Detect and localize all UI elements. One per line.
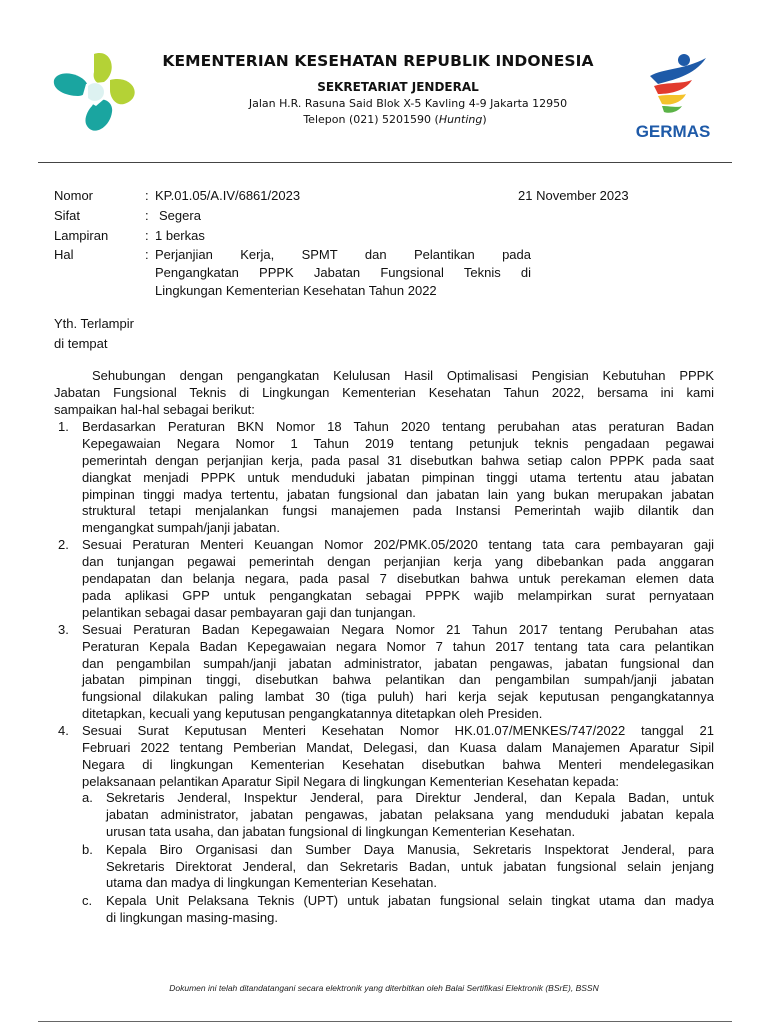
list-line: fungsional dilakukan paling lambat 30 (tiga puluh) hari kerja sejak keputusan pengangkatannya <box>82 689 714 705</box>
list-line: pelantikan sebagai dasar pembayaran gaji dan tunjangan. <box>82 604 416 620</box>
meta-colon: : <box>145 188 149 203</box>
sub-list-item <box>82 893 714 927</box>
meta-value-sifat: Segera <box>159 208 201 223</box>
sub-letter: c. <box>82 893 93 909</box>
list-item <box>54 622 714 723</box>
addressee-block <box>54 314 134 354</box>
ministry-name: KEMENTERIAN KESEHATAN REPUBLIK INDONESIA <box>162 52 594 70</box>
secretariat-name: SEKRETARIAT JENDERAL <box>317 80 479 94</box>
list-line: Peraturan Kepala Badan Kepegawaian negara Nomor 7 tahun 2017 tentang tata cara pelantikan <box>82 638 714 654</box>
addressee-line: Yth. Terlampir <box>54 316 134 331</box>
meta-value-nomor: KP.01.05/A.IV/6861/2023 <box>155 188 301 203</box>
list-line: pada aplikasi GPP untuk pengangkatan sebagai PPPK wajib melampirkan surat pernyataan <box>82 587 714 603</box>
list-line: mengangkat sumpah/janji jabatan. <box>82 520 281 536</box>
meta-colon: : <box>145 247 149 262</box>
list-line: Sesuai Peraturan Menteri Keuangan Nomor 202/PMK.05/2020 tentang tata cara pembayaran gaji <box>82 537 714 553</box>
hal-line: Pengangkatan PPPK Jabatan Fungsional Teknis di <box>155 265 531 280</box>
germas-logo-text: GERMAS <box>635 122 711 141</box>
e-signature-footer-note: Dokumen ini telah ditandatangani secara elektronik yang diterbitkan oleh Balai Sertifikasi Elektronik (BSrE), BSSN <box>169 983 599 993</box>
list-line: struktural tetapi menjalankan fungsi manajemen pada Instansi Pemerintah wajib dilantik dan <box>82 503 714 519</box>
letterhead-details <box>140 80 616 126</box>
intro-paragraph <box>54 368 714 418</box>
list-line: diangkat menjadi PPPK untuk menduduki jabatan pimpinan tinggi utama tertentu atau jabatan <box>82 469 714 485</box>
meta-colon: : <box>145 208 149 223</box>
list-item <box>54 537 714 621</box>
letter-body <box>54 368 714 928</box>
list-line: pimpinan tinggi madya tertentu, jabatan fungsional dan jabatan lain yang bukan merupakan jabatan <box>82 486 714 502</box>
addressee-place: di tempat <box>54 336 108 351</box>
list-item <box>54 419 714 537</box>
sub-line: utama dan madya di lingkungan Kementerian Kesehatan. <box>106 875 437 891</box>
letterhead-title-block <box>140 52 616 70</box>
sub-list-item <box>82 790 714 840</box>
meta-value-hal <box>155 246 531 300</box>
sub-line: jabatan administrator, jabatan pengawas, jabatan pelaksana yang menduduki jabatan kepala <box>106 807 714 823</box>
meta-value-lampiran: 1 berkas <box>155 228 205 243</box>
footer-divider <box>38 1021 732 1022</box>
germas-logo-icon <box>628 50 718 142</box>
list-number: 4. <box>58 723 69 739</box>
hal-line: Lingkungan Kementerian Kesehatan Tahun 2022 <box>155 283 437 298</box>
list-line: pemerintah dengan perjanjian kerja, pada pasal 31 disebutkan bahwa setiap calon PPPK pada saat <box>82 452 714 468</box>
list-line: dan pengambilan sumpah/janji jabatan administrator, jabatan pengawas, jabatan fungsional dan <box>82 655 714 671</box>
meta-label-nomor: Nomor <box>54 188 94 203</box>
sub-letter: b. <box>82 841 93 857</box>
sub-list-item <box>82 842 714 892</box>
office-phone: Telepon (021) 5201590 (Hunting) <box>303 113 487 126</box>
list-number: 2. <box>58 537 69 553</box>
points-list <box>54 419 714 926</box>
sub-line: Kepala Unit Pelaksana Teknis (UPT) untuk jabatan fungsional selain tingkat utama dan madya <box>106 893 714 909</box>
sub-line: urusan tata usaha, dan jabatan fungsional di lingkungan Kementerian Kesehatan. <box>106 824 576 840</box>
meta-label-sifat: Sifat <box>54 208 81 223</box>
list-line: Sesuai Peraturan Badan Kepegawaian Negara Nomor 21 Tahun 2017 tentang Perubahan atas <box>82 621 714 637</box>
list-line: pendapatan dan belanja negara, pada pasal 7 disebutkan bahwa untuk perekaman elemen data <box>82 571 714 587</box>
list-line: Februari 2022 tentang Pemberian Mandat, Delegasi, dan Kuasa dalam Manajemen Aparatur Sipil <box>82 740 714 756</box>
meta-label-hal: Hal <box>54 247 74 262</box>
sub-line: Kepala Biro Organisasi dan Sumber Daya Manusia, Sekretaris Inspektorat Jenderal, para <box>106 841 714 857</box>
list-line: Negara di lingkungan Kementerian Kesehatan disebutkan bahwa Menteri mendelegasikan <box>82 756 714 772</box>
list-line: Berdasarkan Peraturan BKN Nomor 18 Tahun 2020 tentang perubahan atas peraturan Badan <box>82 419 714 435</box>
list-line: dan tunjangan pegawai pemerintah dengan perjanjian kerja yang dibebankan pada anggaran <box>82 554 714 570</box>
intro-line: sampaikan hal-hal sebagai berikut: <box>54 401 255 417</box>
list-line: jabatan pimpinan tinggi, disebutkan bahwa pelantikan dan pengambilan sumpah/janji jabatan <box>82 672 714 688</box>
list-line: Sesuai Surat Keputusan Menteri Kesehatan Nomor HK.01.07/MENKES/747/2022 tanggal 21 <box>82 723 714 739</box>
sub-list <box>82 790 714 926</box>
hal-line: Perjanjian Kerja, SPMT dan Pelantikan pada <box>155 247 531 262</box>
list-line: Kepegawaian Negara Nomor 1 Tahun 2019 tentang petunjuk teknis pengadaan pegawai <box>82 436 714 452</box>
sub-line: Sekretaris Jenderal, Inspektur Jenderal, para Direktur Jenderal, dan Kepala Badan, untuk <box>106 790 714 806</box>
intro-line: Sehubungan dengan pengangkatan Kelulusan Hasil Optimalisasi Pengisian Kebutuhan PPPK <box>92 368 714 383</box>
kemenkes-logo-icon <box>52 50 142 138</box>
sub-letter: a. <box>82 790 93 806</box>
list-number: 3. <box>58 621 69 637</box>
sub-line: Sekretaris Direktorat Jenderal, dan Sekretaris Badan, untuk jabatan fungsional selain jenjang <box>106 858 714 874</box>
list-line: ditetapkan, kecuali yang keputusan pengangkatannya ditetapkan oleh Presiden. <box>82 705 543 721</box>
list-number: 1. <box>58 419 69 435</box>
office-address: Jalan H.R. Rasuna Said Blok X-5 Kavling 4-9 Jakarta 12950 <box>248 97 568 110</box>
list-line: pelaksanaan pelantikan Aparatur Sipil Negara di lingkungan Kementerian Kesehatan kepada: <box>82 773 619 789</box>
intro-line: Jabatan Fungsional Teknis di Lingkungan Kementerian Kesehatan Tahun 2022, bersama ini kami <box>54 384 714 400</box>
meta-label-lampiran: Lampiran <box>54 228 109 243</box>
sub-line: di lingkungan masing-masing. <box>106 910 278 925</box>
meta-colon: : <box>145 228 149 243</box>
header-divider <box>38 162 732 163</box>
letter-date: 21 November 2023 <box>518 188 629 203</box>
list-item <box>54 723 714 927</box>
